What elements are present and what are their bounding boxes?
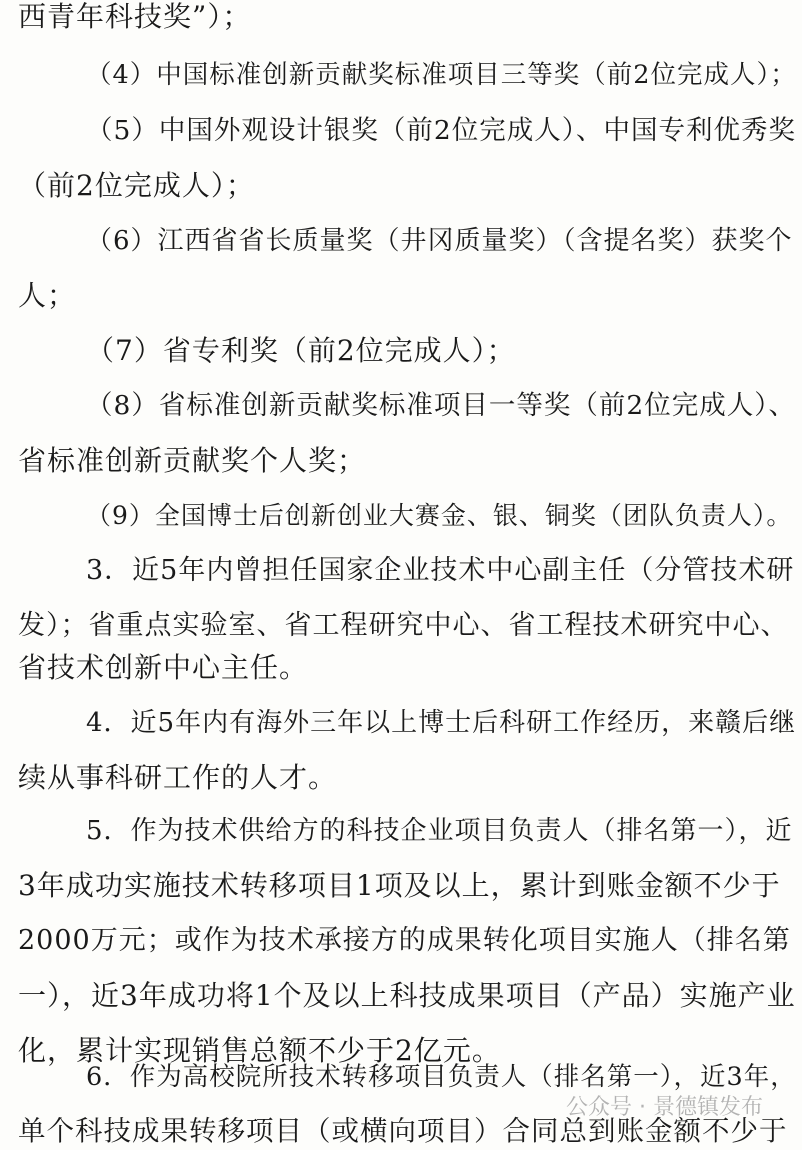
text-line-14: 4．近5年内有海外三年以上博士后科研工作经历，来赣后继 <box>86 708 797 738</box>
text-line-12: 发）；省重点实验室、省工程研究中心、省工程技术研究中心、 <box>18 610 789 641</box>
wechat-watermark: 公众号 · 景德镇发布 <box>566 1095 763 1120</box>
text-line-17: 3年成功实施技术转移项目1项及以上，累计到账金额不少于 <box>18 869 781 902</box>
text-line-6: 人； <box>18 279 77 312</box>
text-line-13: 省技术创新中心主任。 <box>18 651 309 684</box>
text-line-21: 6．作为高校院所技术转移项目负责人（排名第一），近3年， <box>86 1062 797 1092</box>
text-line-16: 5．作为技术供给方的科技企业项目负责人（排名第一），近 <box>86 816 793 846</box>
text-line-9: 省标准创新贡献奖个人奖； <box>18 444 367 477</box>
text-line-4: （前2位完成人）； <box>18 169 255 202</box>
text-line-3: （5）中国外观设计银奖（前2位完成人）、中国专利优秀奖 <box>86 115 796 146</box>
text-line-20: 化，累计实现销售总额不少于2亿元。 <box>18 1034 501 1067</box>
text-line-10: （9）全国博士后创新创业大赛金、银、铜奖（团队负责人）。 <box>86 501 793 530</box>
text-line-18: 2000万元；或作为技术承接方的成果转化项目实施人（排名第 <box>18 925 791 956</box>
text-line-8: （8）省标准创新贡献奖标准项目一等奖（前2位完成人）、 <box>86 390 796 421</box>
text-line-2: （4）中国标准创新贡献奖标准项目三等奖（前2位完成人）； <box>86 60 797 90</box>
text-line-15: 续从事科研工作的人才。 <box>18 761 338 794</box>
text-line-1: 西青年科技奖”）； <box>18 0 252 33</box>
text-line-11: 3．近5年内曾担任国家企业技术中心副主任（分管技术研 <box>86 555 795 586</box>
text-line-19: 一），近3年成功将1个及以上科技成果项目（产品）实施产业 <box>18 979 796 1012</box>
text-line-22: 单个科技成果转移项目（或横向项目）合同总到账金额不少于 <box>18 1115 788 1147</box>
text-line-7: （7）省专利奖（前2位完成人）； <box>86 334 516 367</box>
text-line-5: （6）江西省省长质量奖（井冈质量奖）（含提名奖）获奖个 <box>86 226 793 256</box>
